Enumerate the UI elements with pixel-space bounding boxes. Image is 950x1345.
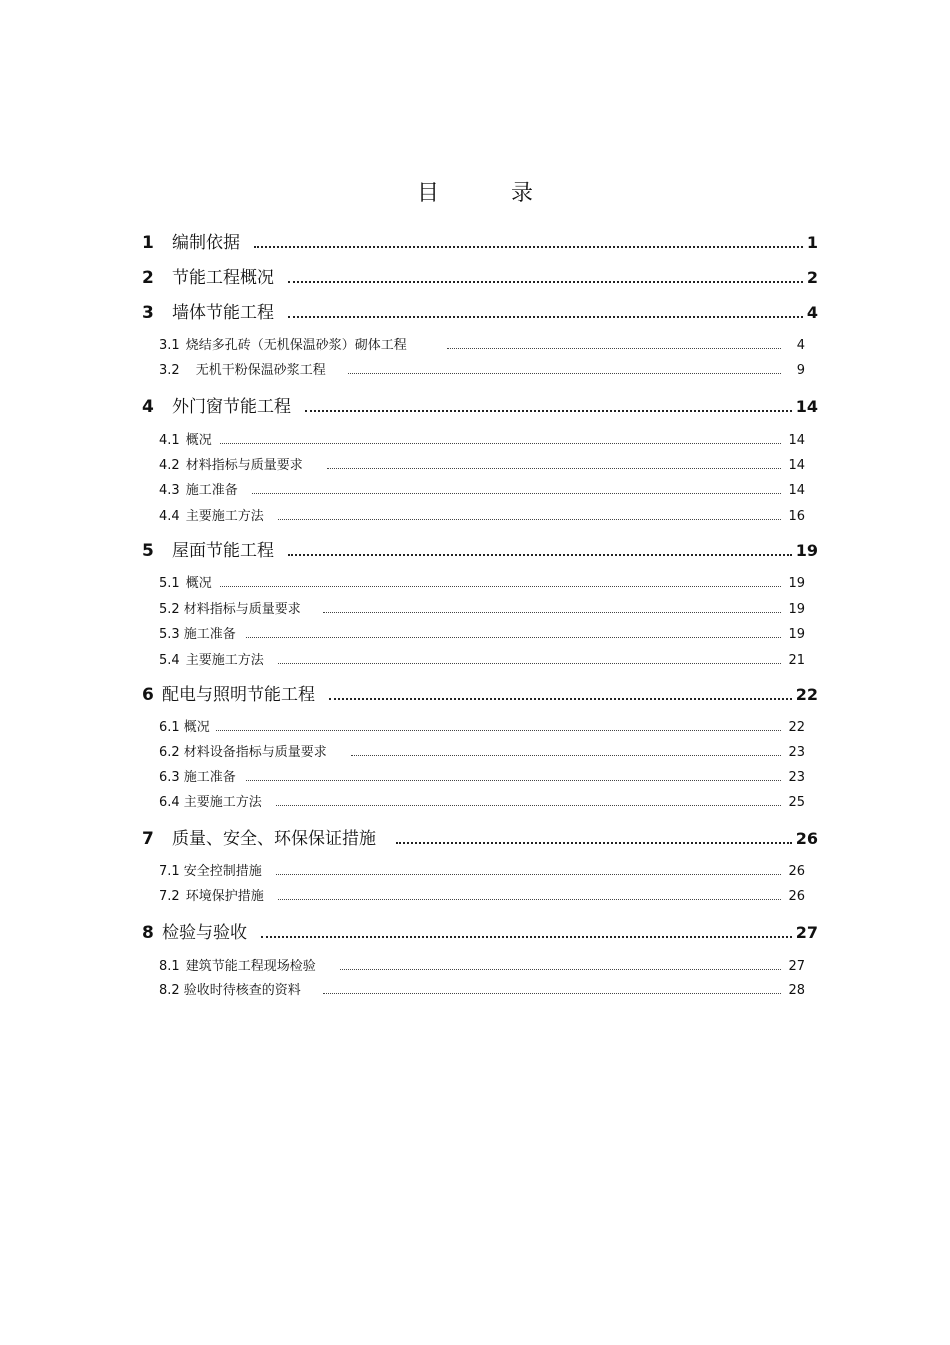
toc-leader-dots <box>288 554 792 556</box>
toc-entry-text: 节能工程概况 <box>172 268 274 288</box>
toc-leader-dots <box>351 755 781 756</box>
toc-entry-4-2[interactable] <box>159 454 805 473</box>
toc-leader-dots <box>396 842 792 844</box>
toc-leader-dots <box>327 468 781 469</box>
toc-leader-dots <box>305 410 792 412</box>
toc-entry-6-4[interactable] <box>159 791 805 810</box>
toc-entry-text: 配电与照明节能工程 <box>162 685 315 705</box>
toc-entry-text: 主要施工方法 <box>185 653 264 668</box>
toc-entry-number: 6 <box>142 685 154 705</box>
toc-entry-text: 主要施工方法 <box>183 795 262 810</box>
toc-entry-text: 材料指标与质量要求 <box>185 458 303 473</box>
toc-entry-number: 7.2 <box>159 889 180 904</box>
toc-entry-number: 4.3 <box>159 483 180 498</box>
toc-entry-5[interactable] <box>142 536 818 561</box>
toc-entry-page: 21 <box>788 653 805 668</box>
toc-entry-page: 14 <box>788 458 805 473</box>
toc-entry-page: 14 <box>795 397 818 416</box>
toc-entry-2[interactable] <box>142 263 818 288</box>
toc-entry-number: 4 <box>142 397 154 417</box>
toc-entry-7-1[interactable] <box>159 860 805 879</box>
toc-leader-dots <box>276 874 781 875</box>
toc-entry-number: 5 <box>142 541 154 561</box>
toc-title <box>0 176 950 207</box>
toc-entry-number: 8.2 <box>159 983 180 998</box>
toc-leader-dots <box>261 936 792 938</box>
toc-leader-dots <box>329 698 792 700</box>
toc-entry-number: 6.2 <box>159 745 180 760</box>
toc-entry-page: 23 <box>788 745 805 760</box>
toc-entry-text: 检验与验收 <box>162 923 247 943</box>
toc-entry-text: 材料设备指标与质量要求 <box>183 745 327 760</box>
toc-entry-4-3[interactable] <box>159 479 805 498</box>
toc-entry-text: 概况 <box>185 576 212 591</box>
toc-entry-page: 22 <box>795 685 818 704</box>
toc-entry-number: 6.4 <box>159 795 180 810</box>
toc-entry-text: 外门窗节能工程 <box>172 397 291 417</box>
toc-entry-page: 14 <box>788 483 805 498</box>
toc-entry-text: 验收时待核查的资料 <box>183 983 301 998</box>
toc-entry-number: 4.4 <box>159 509 180 524</box>
toc-entry-number: 8 <box>142 923 154 943</box>
toc-entry-page: 4 <box>796 338 805 353</box>
toc-entry-4-1[interactable] <box>159 429 805 448</box>
toc-leader-dots <box>278 519 781 520</box>
toc-entry-text: 概况 <box>185 433 212 448</box>
toc-entry-text: 施工准备 <box>185 483 238 498</box>
toc-entry-page: 26 <box>788 864 805 879</box>
toc-entry-7[interactable] <box>142 824 818 849</box>
toc-leader-dots <box>220 443 781 444</box>
toc-entry-number: 7.1 <box>159 864 180 879</box>
toc-leader-dots <box>276 805 781 806</box>
toc-leader-dots <box>323 993 781 994</box>
toc-entry-number: 2 <box>142 268 154 288</box>
toc-entry-page: 19 <box>795 541 818 560</box>
toc-entry-5-1[interactable] <box>159 572 805 591</box>
toc-entry-page: 9 <box>796 363 805 378</box>
toc-entry-number: 8.1 <box>159 959 180 974</box>
toc-leader-dots <box>323 612 781 613</box>
toc-entry-8-2[interactable] <box>159 979 805 998</box>
toc-entry-page: 19 <box>788 576 805 591</box>
toc-entry-number: 7 <box>142 829 154 849</box>
toc-entry-3-1[interactable] <box>159 334 805 353</box>
toc-leader-dots <box>216 730 781 731</box>
toc-leader-dots <box>220 586 781 587</box>
toc-entry-number: 5.3 <box>159 627 180 642</box>
toc-entry-page: 1 <box>806 233 818 252</box>
toc-leader-dots <box>252 493 781 494</box>
toc-entry-6[interactable] <box>142 680 818 705</box>
toc-entry-3[interactable] <box>142 298 818 323</box>
toc-entry-text: 环境保护措施 <box>185 889 264 904</box>
toc-entry-text: 质量、安全、环保保证措施 <box>172 829 376 849</box>
toc-entry-text: 安全控制措施 <box>183 864 262 879</box>
toc-entry-number: 3.2 <box>159 363 180 378</box>
toc-entry-text: 材料指标与质量要求 <box>183 602 301 617</box>
toc-entry-number: 4.2 <box>159 458 180 473</box>
toc-entry-text: 施工准备 <box>183 770 236 785</box>
toc-entry-number: 1 <box>142 233 154 253</box>
toc-title-char-2: 录 <box>511 181 534 206</box>
toc-entry-8[interactable] <box>142 918 818 943</box>
toc-leader-dots <box>246 637 781 638</box>
toc-entry-page: 16 <box>788 509 805 524</box>
toc-entry-5-2[interactable] <box>159 598 805 617</box>
toc-entry-6-2[interactable] <box>159 741 805 760</box>
toc-entry-number: 3.1 <box>159 338 180 353</box>
toc-entry-page: 2 <box>806 268 818 287</box>
toc-entry-number: 3 <box>142 303 154 323</box>
toc-entry-4-4[interactable] <box>159 505 805 524</box>
toc-entry-number: 4.1 <box>159 433 180 448</box>
toc-entry-7-2[interactable] <box>159 885 805 904</box>
toc-leader-dots <box>254 246 803 248</box>
toc-entry-number: 6.3 <box>159 770 180 785</box>
toc-leader-dots <box>348 373 781 374</box>
toc-entry-6-3[interactable] <box>159 766 805 785</box>
toc-entry-text: 概况 <box>183 720 210 735</box>
toc-entry-text: 屋面节能工程 <box>172 541 274 561</box>
toc-entry-page: 27 <box>788 959 805 974</box>
toc-entry-page: 26 <box>795 829 818 848</box>
toc-entry-page: 27 <box>795 923 818 942</box>
toc-entry-text: 无机干粉保温砂浆工程 <box>195 363 326 378</box>
toc-entry-page: 26 <box>788 889 805 904</box>
toc-leader-dots <box>340 969 781 970</box>
toc-entry-5-3[interactable] <box>159 623 805 642</box>
toc-leader-dots <box>278 899 781 900</box>
toc-entry-text: 墙体节能工程 <box>172 303 274 323</box>
toc-entry-number: 5.1 <box>159 576 180 591</box>
toc-entry-number: 5.4 <box>159 653 180 668</box>
toc-entry-page: 28 <box>788 983 805 998</box>
toc-entry-page: 14 <box>788 433 805 448</box>
toc-entry-3-2[interactable] <box>159 359 805 378</box>
toc-entry-page: 19 <box>788 602 805 617</box>
toc-title-char-1: 目 <box>416 181 439 206</box>
toc-leader-dots <box>246 780 781 781</box>
toc-entry-8-1[interactable] <box>159 955 805 974</box>
toc-entry-number: 5.2 <box>159 602 180 617</box>
toc-entry-page: 4 <box>806 303 818 322</box>
toc-leader-dots <box>278 663 781 664</box>
toc-entry-text: 建筑节能工程现场检验 <box>185 959 316 974</box>
toc-leader-dots <box>447 348 781 349</box>
toc-entry-page: 19 <box>788 627 805 642</box>
toc-entry-text: 主要施工方法 <box>185 509 264 524</box>
toc-leader-dots <box>288 281 803 283</box>
toc-entry-text: 施工准备 <box>183 627 236 642</box>
toc-entry-page: 25 <box>788 795 805 810</box>
toc-entry-page: 22 <box>788 720 805 735</box>
toc-entry-1[interactable] <box>142 228 818 253</box>
toc-entry-text: 编制依据 <box>172 233 240 253</box>
toc-entry-text: 烧结多孔砖（无机保温砂浆）砌体工程 <box>185 338 407 353</box>
toc-entry-6-1[interactable] <box>159 716 805 735</box>
toc-leader-dots <box>288 316 803 318</box>
toc-entry-page: 23 <box>788 770 805 785</box>
toc-entry-4[interactable] <box>142 392 818 417</box>
toc-entry-number: 6.1 <box>159 720 180 735</box>
toc-entry-5-4[interactable] <box>159 649 805 668</box>
